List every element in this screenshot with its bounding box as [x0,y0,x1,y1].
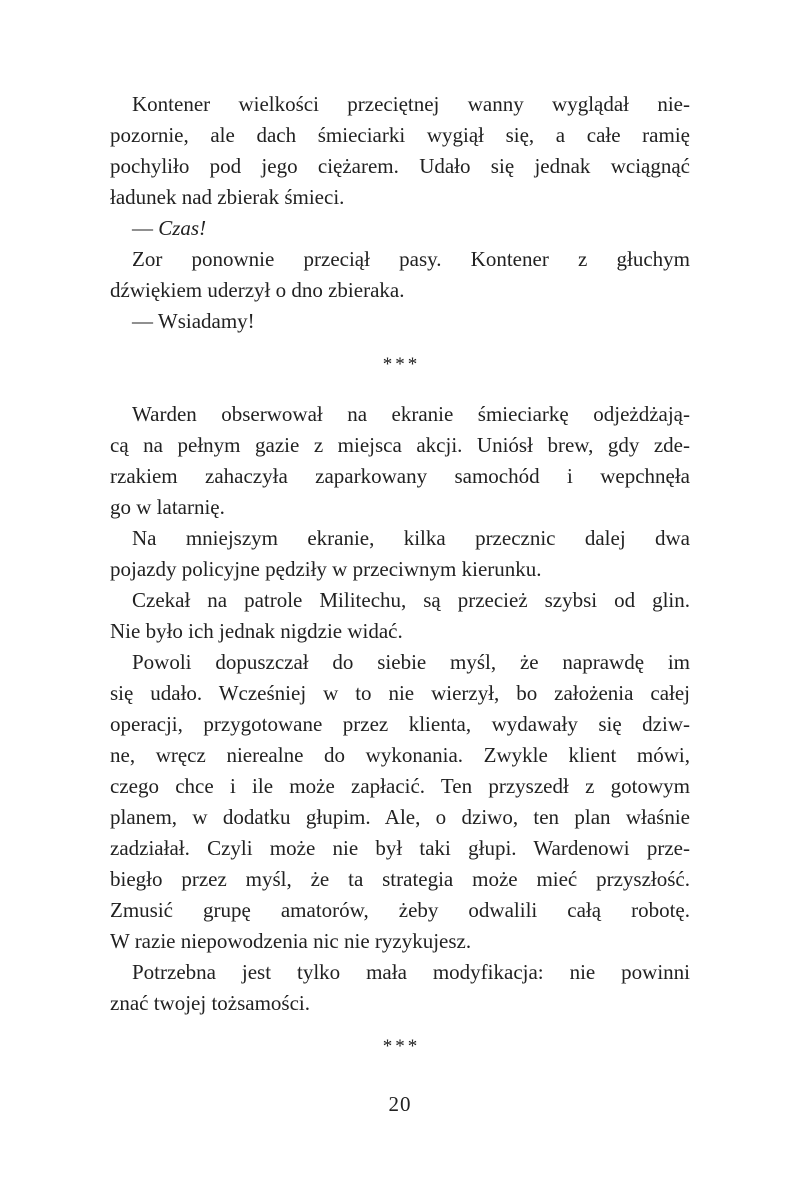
paragraph-line: ne, wręcz nierealne do wykonania. Zwykle klient mówi, [110,743,690,767]
paragraph-line: czego chce i ile może zapłacić. Ten przyszedł z gotowym [110,774,690,798]
dialogue-line [110,306,690,337]
paragraph-line: planem, w dodatku głupim. Ale, o dziwo, ten plan właśnie [110,805,690,829]
paragraph-line: Powoli dopuszczał do siebie myśl, że naprawdę im [132,650,690,674]
paragraph-line: cą na pełnym gazie z miejsca akcji. Uniósł brew, gdy zde- [110,433,690,457]
paragraph-line: pojazdy policyjne pędziły w przeciwnym kierunku. [110,557,542,581]
paragraph-line: Kontener wielkości przeciętnej wanny wyglądał nie- [132,92,690,116]
paragraph-line: zadziałał. Czyli może nie był taki głupi. Wardenowi prze- [110,836,690,860]
paragraph-line: ładunek nad zbierak śmieci. [110,185,345,209]
paragraph-line: Na mniejszym ekranie, kilka przecznic dalej dwa [132,526,690,550]
paragraph-line: rzakiem zahaczyła zaparkowany samochód i wepchnęła [110,464,690,488]
section-separator: *** [382,1035,421,1057]
paragraph-line: W razie niepowodzenia nic nie ryzykujesz. [110,929,472,953]
paragraph-line: operacji, przygotowane przez klienta, wydawały się dziw- [110,712,690,736]
paragraph-line: biegło przez myśl, że ta strategia może mieć przyszłość. [110,867,690,891]
dialogue-emphasis-text: Czas! [158,216,207,240]
paragraph-line: dźwiękiem uderzył o dno zbieraka. [110,278,405,302]
dialogue-text: — Wsiadamy! [132,309,255,333]
paragraph-line: się udało. Wcześniej w to nie wierzył, bo założenia całej [110,681,690,705]
paragraph-line: Nie było ich jednak nigdzie widać. [110,619,403,643]
paragraph-line: go w latarnię. [110,495,225,519]
paragraph-line: Potrzebna jest tylko mała modyfikacja: nie powinni [132,960,690,984]
page-number: 20 [388,1092,412,1116]
text-block [110,89,690,1120]
dialogue-line [110,213,690,244]
paragraph-line: Czekał na patrole Militechu, są przecież szybsi od glin. [132,588,690,612]
paragraph-line: Zmusić grupę amatorów, żeby odwalili całą robotę. [110,898,690,922]
paragraph-line: pochyliło pod jego ciężarem. Udało się jednak wciągnąć [110,154,690,178]
paragraph-line: Zor ponownie przeciął pasy. Kontener z głuchym [132,247,690,271]
paragraph-line: Warden obserwował na ekranie śmieciarkę odjeżdżają- [132,402,690,426]
paragraph-line: znać twojej tożsamości. [110,991,311,1015]
section-separator: *** [382,353,421,375]
paragraph-line: pozornie, ale dach śmieciarki wygiął się, a całe ramię [110,123,690,147]
dialogue-text: — [132,216,159,240]
